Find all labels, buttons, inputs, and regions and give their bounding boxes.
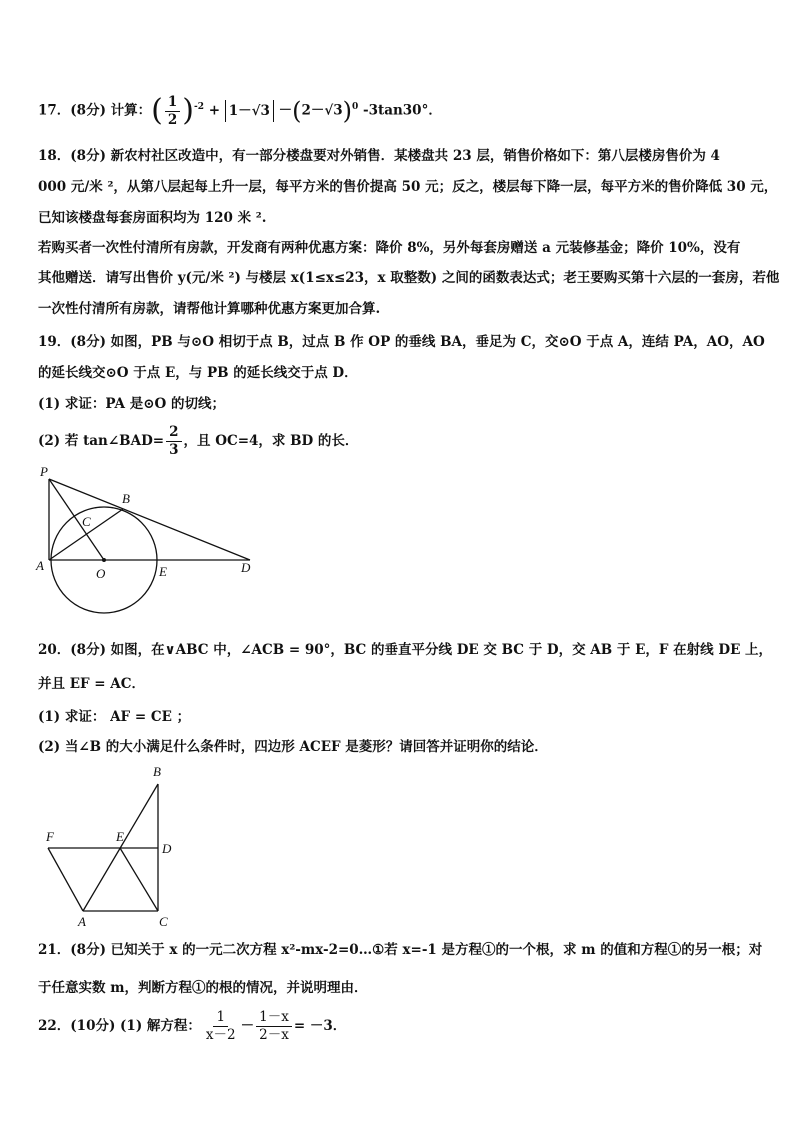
segment-fa [48,848,83,911]
point-o [102,558,106,562]
q22-fraction-2 [256,1009,292,1044]
q18-line-3: 已知该楼盘每套房面积均为 120 米 ². [38,210,267,226]
right-paren: ) [182,93,194,128]
q17-paren2-right: ) [342,97,353,125]
q22-frac2-den: 2－x [259,1027,289,1043]
q19-part-1: (1) 求证：PA 是⊙O 的切线； [38,396,225,412]
label-a: A [36,558,44,573]
q18-line-4: 若购买者一次性付清所有房款，开发商有两种优惠方案：降价 8%，另外每套房赠送 a 元装修基金；降价 10%，没有 [38,240,741,256]
q18-line-2: 000 元/米 ²，从第八层起每上升一层，每平方米的售价提高 50 元；反之，楼层每下降一层，每平方米的售价降低 30 元， [38,179,778,195]
label-p: P [40,464,48,479]
segment-ec [120,848,158,911]
q17-prefix: 17．(8分) 计算： [38,102,152,119]
q17-fraction [165,94,180,129]
q17-tail: -3tan30°． [362,102,442,119]
label-a: A [78,914,86,929]
label-d: D [241,560,251,575]
q17-absolute-value: 1－√3 [225,100,274,122]
q18-line-6: 一次性付清所有房款，请帮他计算哪种优惠方案更加合算. [38,301,381,317]
q20-line-2: 并且 EF = AC． [38,676,146,692]
q19-part-2 [38,424,358,459]
q19-part2-suffix: ，且 OC=4，求 BD 的长． [183,433,359,449]
q20-line-1: 20．(8分) 如图，在∨ABC 中，∠ACB = 90°，BC 的垂直平分线 DE 交 BC 于 D，交 AB 于 E，F 在射线 DE 上， [38,642,773,658]
label-c: C [159,914,168,929]
q22-prefix: 22．(10分) (1) 解方程： [38,1018,201,1034]
q17-frac-num: 1 [165,94,180,112]
question-17 [38,92,442,129]
q17-paren2-left: ( [292,97,302,125]
q19-fraction [166,424,181,459]
q19-frac-den: 3 [169,442,179,458]
q22-fraction-1 [203,1009,239,1044]
q22-minus: － [240,1018,255,1034]
q21-line-1: 21．(8分) 已知关于 x 的一元二次方程 x²-mx-2=0…①若 x=-1 是方程①的一个根，求 m 的值和方程①的另一根；对 [38,942,763,958]
q20-figure [38,764,188,929]
label-f: F [46,829,54,844]
label-o: O [96,566,106,581]
q17-paren2-content: 2－√3 [301,102,343,119]
q18-line-1: 18．(8分) 新农村社区改造中，有一部分楼盘要对外销售．某楼盘共 23 层，销售价格如下：第八层楼房售价为 4 [38,148,720,164]
q20-part-1: (1) 求证： AF = CE ； [38,709,191,725]
q19-part2-prefix: (2) 若 tan∠BAD= [38,433,165,449]
q22-frac1-den: x－2 [205,1027,236,1043]
q17-frac-den: 2 [167,111,178,128]
question-22 [38,1008,346,1044]
q17-exponent-1: -2 [194,102,204,112]
q17-exponent-2: 0 [352,102,359,112]
q22-frac1-num: 1 [213,1009,228,1027]
label-e: E [116,829,124,844]
q19-line-1: 19．(8分) 如图，PB 与⊙O 相切于点 B，过点 B 作 OP 的垂线 BA，垂足为 C，交⊙O 于点 A，连结 PA，AO，AO [38,334,765,350]
label-b: B [122,491,130,506]
q22-tail: = －3． [293,1018,347,1034]
q22-frac2-num: 1－x [256,1009,292,1027]
q17-plus: + [208,102,221,119]
label-d: D [162,841,172,856]
segment-pd [49,479,250,560]
segment-po [49,479,104,560]
q19-line-2: 的延长线交⊙O 于点 E，与 PB 的延长线交于点 D． [38,365,358,381]
q17-minus: － [278,102,293,119]
q19-frac-num: 2 [166,424,181,442]
label-e: E [159,564,167,579]
label-c: C [82,514,91,529]
left-paren: ( [151,93,163,128]
q20-part-2: (2) 当∠B 的大小满足什么条件时，四边形 ACEF 是菱形？请回答并证明你的结论． [38,739,548,755]
q18-line-5: 其他赠送．请写出售价 y(元/米 ²) 与楼层 x(1≤x≤23，x 取整数) 之间的函数表达式；老王要购买第十六层的一套房，若他 [38,270,780,286]
q19-figure [32,462,262,622]
q21-line-2: 于任意实数 m，判断方程①的根的情况，并说明理由． [38,980,368,996]
label-b: B [153,764,161,779]
